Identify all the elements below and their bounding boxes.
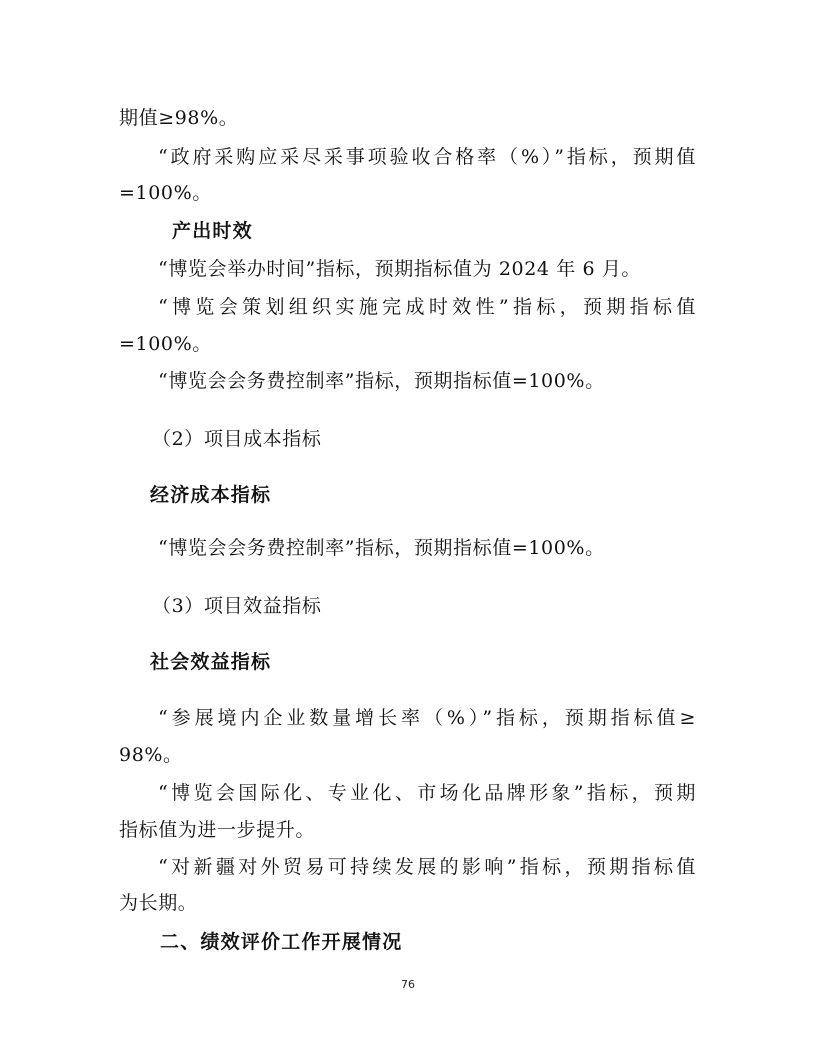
paragraph-line: =100%。	[119, 333, 212, 355]
section-heading: 产出时效	[172, 220, 253, 242]
paragraph-line: “博览会举办时间”指标，预期指标值为 2024 年 6 月。	[158, 258, 642, 280]
paragraph-line: 期值≥98%。	[119, 107, 239, 129]
section-heading: 社会效益指标	[150, 651, 272, 673]
subsection-heading: （2）项目成本指标	[152, 428, 322, 450]
paragraph-line: 98%。	[119, 744, 183, 766]
paragraph-line: “博览会会务费控制率”指标，预期指标值=100%。	[158, 537, 605, 559]
paragraph-line: “对新疆对外贸易可持续发展的影响”指标，预期指标值	[158, 856, 696, 878]
paragraph-line: “博览会会务费控制率”指标，预期指标值=100%。	[158, 370, 605, 392]
paragraph-line: “博览会策划组织实施完成时效性”指标，预期指标值	[158, 296, 696, 318]
paragraph-line: 指标值为进一步提升。	[119, 819, 316, 841]
page-number: 76	[401, 978, 415, 991]
paragraph-line: “政府采购应采尽采事项验收合格率（%）”指标，预期值	[158, 146, 696, 168]
paragraph-line: “博览会国际化、专业化、市场化品牌形象”指标，预期	[158, 782, 696, 804]
paragraph-line: 为长期。	[119, 892, 198, 914]
subsection-heading: （3）项目效益指标	[152, 595, 322, 617]
chapter-heading: 二、绩效评价工作开展情况	[160, 931, 403, 953]
section-heading: 经济成本指标	[150, 484, 272, 506]
paragraph-line: =100%。	[119, 182, 212, 204]
paragraph-line: “参展境内企业数量增长率（%）”指标，预期指标值≥	[158, 707, 696, 729]
